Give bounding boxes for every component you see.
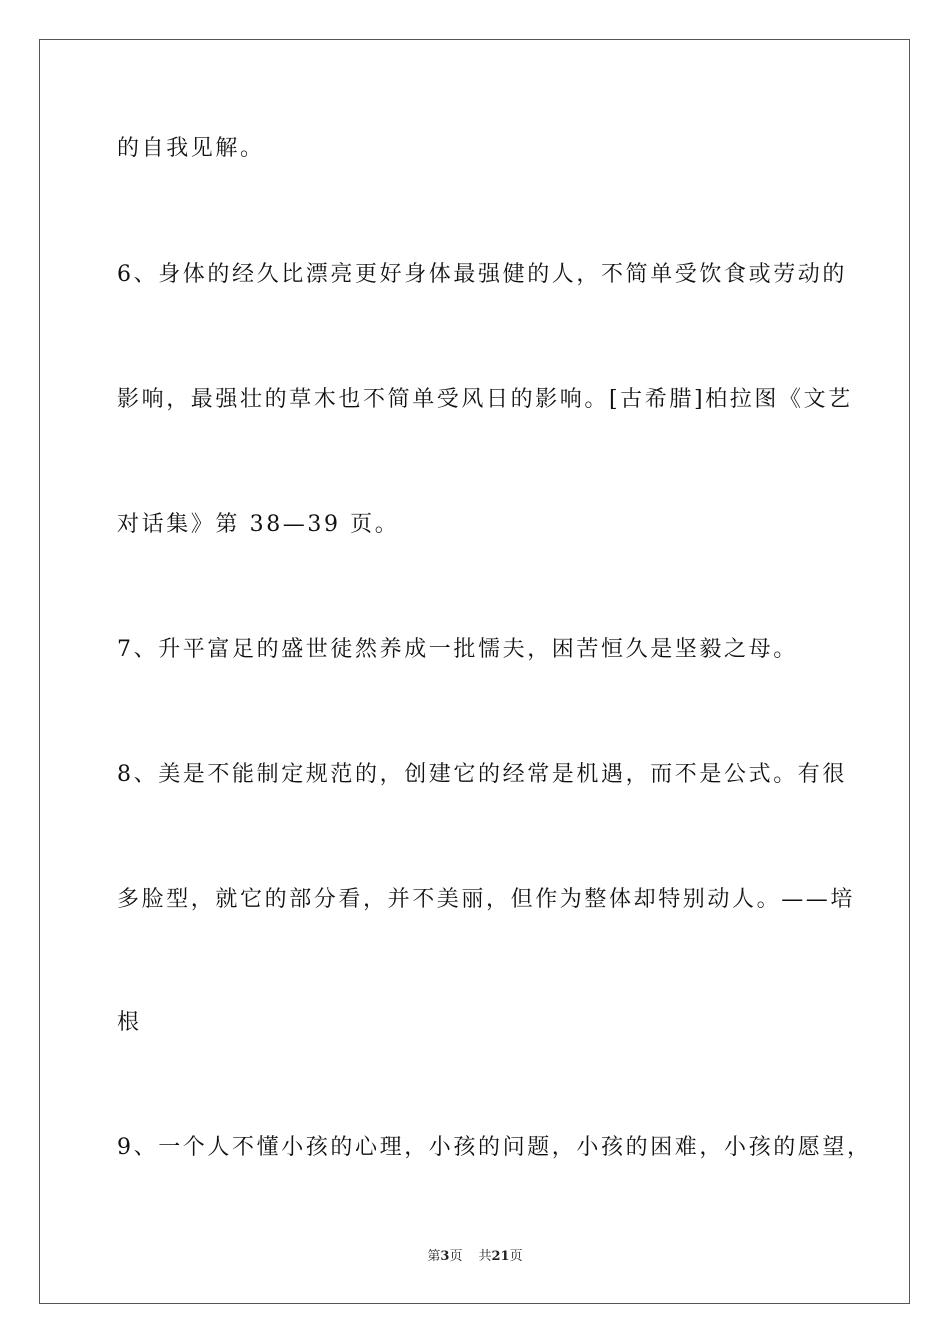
total-pages: 21 bbox=[491, 1249, 510, 1264]
text-line: 8、美是不能制定规范的，创建它的经常是机遇，而不是公式。有很 bbox=[117, 762, 847, 787]
footer-total-prefix: 共 bbox=[478, 1249, 492, 1264]
footer-page-unit: 页 bbox=[449, 1249, 463, 1264]
text-line: 对话集》第 38—39 页。 bbox=[117, 512, 400, 537]
page-frame bbox=[39, 39, 910, 1304]
page-number: 3 bbox=[440, 1249, 450, 1264]
footer-prefix: 第 bbox=[427, 1249, 441, 1264]
text-line: 7、升平富足的盛世徒然养成一批懦夫，困苦恒久是坚毅之母。 bbox=[117, 637, 798, 662]
text-line: 6、身体的经久比漂亮更好身体最强健的人，不简单受饮食或劳动的 bbox=[117, 262, 847, 287]
text-line: 影响，最强壮的草木也不简单受风日的影响。[古希腊]柏拉图《文艺 bbox=[117, 387, 853, 412]
text-line: 根 bbox=[117, 1010, 142, 1035]
text-line: 9、一个人不懂小孩的心理，小孩的问题，小孩的困难，小孩的愿望， bbox=[117, 1135, 872, 1160]
page-footer bbox=[0, 1248, 950, 1266]
text-line: 多脸型，就它的部分看，并不美丽，但作为整体却特别动人。——培 bbox=[117, 887, 856, 912]
footer-total-unit: 页 bbox=[509, 1249, 523, 1264]
text-line: 的自我见解。 bbox=[117, 136, 265, 161]
